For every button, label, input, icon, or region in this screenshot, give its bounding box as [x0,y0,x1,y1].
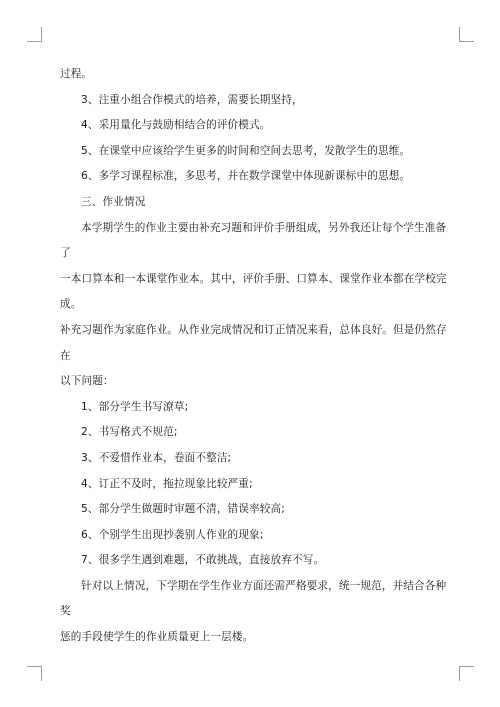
section-heading: 三、作业情况 [81,195,146,208]
crop-mark-top-left [27,27,42,42]
problem-item: 1、部分学生书写潦草; [81,400,189,413]
homework-paragraph-line: 本学期学生的作业主要由补充习题和评价手册组成，另外我还让每个学生准备了 [60,221,447,260]
crop-mark-top-right [459,27,474,42]
crop-mark-bottom-right [459,666,474,681]
homework-paragraph-line: 以下问题： [60,375,114,388]
paragraph-continuation: 过程。 [60,68,93,80]
homework-paragraph-line: 一本口算本和一本课堂作业本。其中，评价手册、口算本、课堂作业本都在学校完成。 [60,272,447,311]
conclusion-line: 针对以上情况，下学期在学生作业方面还需严格要求，统一规范，并结合各种奖 [60,579,447,618]
list-item: 5、在课堂中应该给学生更多的时间和空间去思考，发散学生的思维。 [81,144,411,157]
homework-paragraph-line: 补充习题作为家庭作业。从作业完成情况和订正情况来看，总体良好。但是仍然存在 [60,323,447,362]
list-item: 6、多学习课程标准，多思考，并在数学课堂中体现新课标中的思想。 [81,170,411,183]
list-item: 4、采用量化与鼓励相结合的评价模式。 [81,119,271,132]
problem-item: 2、书写格式不规范; [81,426,178,439]
conclusion-line: 惩的手段使学生的作业质量更上一层楼。 [60,631,254,644]
problem-item: 6、个别学生出现抄袭别人作业的现象; [81,528,264,541]
problem-item: 3、不爱惜作业本，卷面不整洁; [81,451,232,464]
crop-mark-bottom-left [27,666,42,681]
problem-item: 5、部分学生做题时审题不清，错误率较高; [81,503,285,516]
problem-item: 4、订正不及时，拖拉现象比较严重; [81,477,253,490]
list-item: 3、注重小组合作模式的培养，需要长期坚持， [81,93,303,106]
document-body [60,62,452,651]
problem-item: 7、很多学生遇到难题，不敢挑战，直接放弃不写。 [81,554,325,567]
